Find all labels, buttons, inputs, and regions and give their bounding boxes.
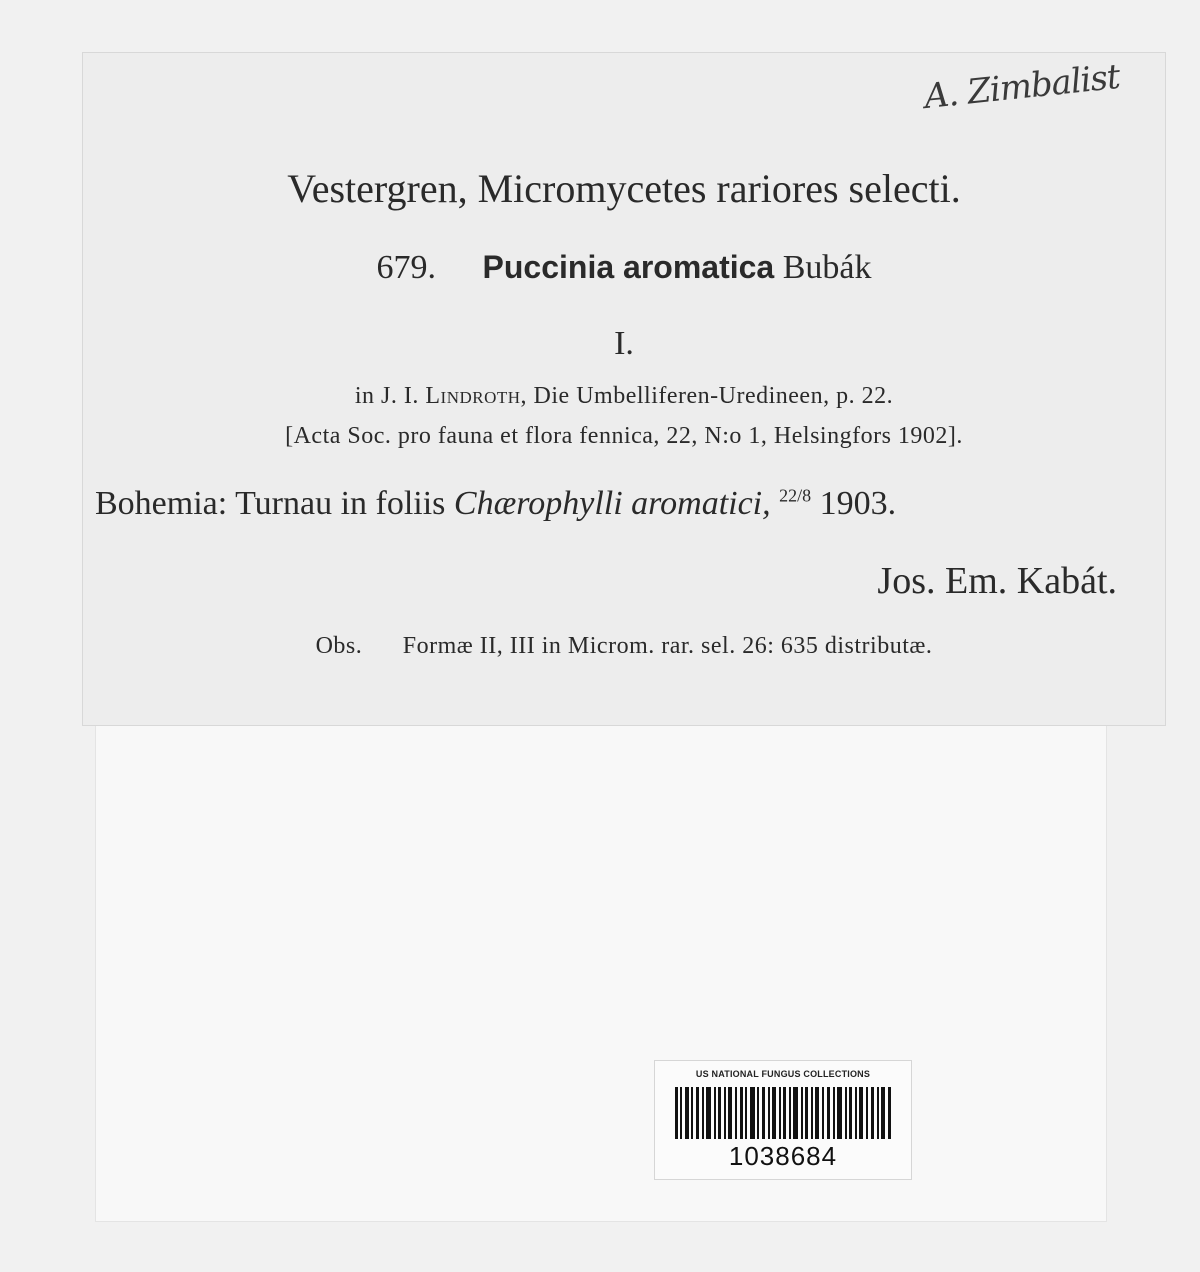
barcode-number: 1038684 xyxy=(728,1141,838,1171)
exsiccata-number: 679. xyxy=(376,249,437,286)
herbarium-sheet xyxy=(95,720,1107,1222)
obs-tag: Obs. xyxy=(315,633,363,659)
ref-rest: Die Umbelliferen-Uredineen, p. 22. xyxy=(533,383,894,409)
series-title: Vestergren, Micromycetes rariores selecti. xyxy=(287,166,961,211)
species-name: Puccinia aromatica xyxy=(482,249,775,285)
handwritten-signature: A. Zimbalist xyxy=(922,56,1122,118)
ref-author: Lindroth, xyxy=(425,383,528,409)
barcode-icon xyxy=(675,1087,893,1139)
locality-line xyxy=(83,485,1177,523)
collector-name: Jos. Em. Kabát. xyxy=(877,560,1117,602)
reference-journal: [Acta Soc. pro fauna et flora fennica, 22, N:o 1, Helsingfors 1902]. xyxy=(285,423,963,449)
spore-form: I. xyxy=(614,325,634,362)
host-name: Chærophylli aromatici, xyxy=(453,485,771,522)
species-author: Bubák xyxy=(782,249,872,286)
barcode-institution: US NATIONAL FUNGUS COLLECTIONS xyxy=(695,1069,871,1079)
barcode-label xyxy=(654,1060,912,1180)
ref-prefix: in J. I. xyxy=(354,383,419,409)
collection-date: 22/8 xyxy=(779,485,812,506)
reference-line xyxy=(83,383,1165,410)
specimen-heading xyxy=(83,249,1165,287)
observation-note xyxy=(83,633,1165,660)
obs-text: Formæ II, III in Microm. rar. sel. 26: 635 distributæ. xyxy=(402,633,933,659)
specimen-label xyxy=(82,52,1166,726)
collection-year: 1903. xyxy=(819,485,897,522)
locality-prefix: Bohemia: Turnau in foliis xyxy=(95,485,446,522)
